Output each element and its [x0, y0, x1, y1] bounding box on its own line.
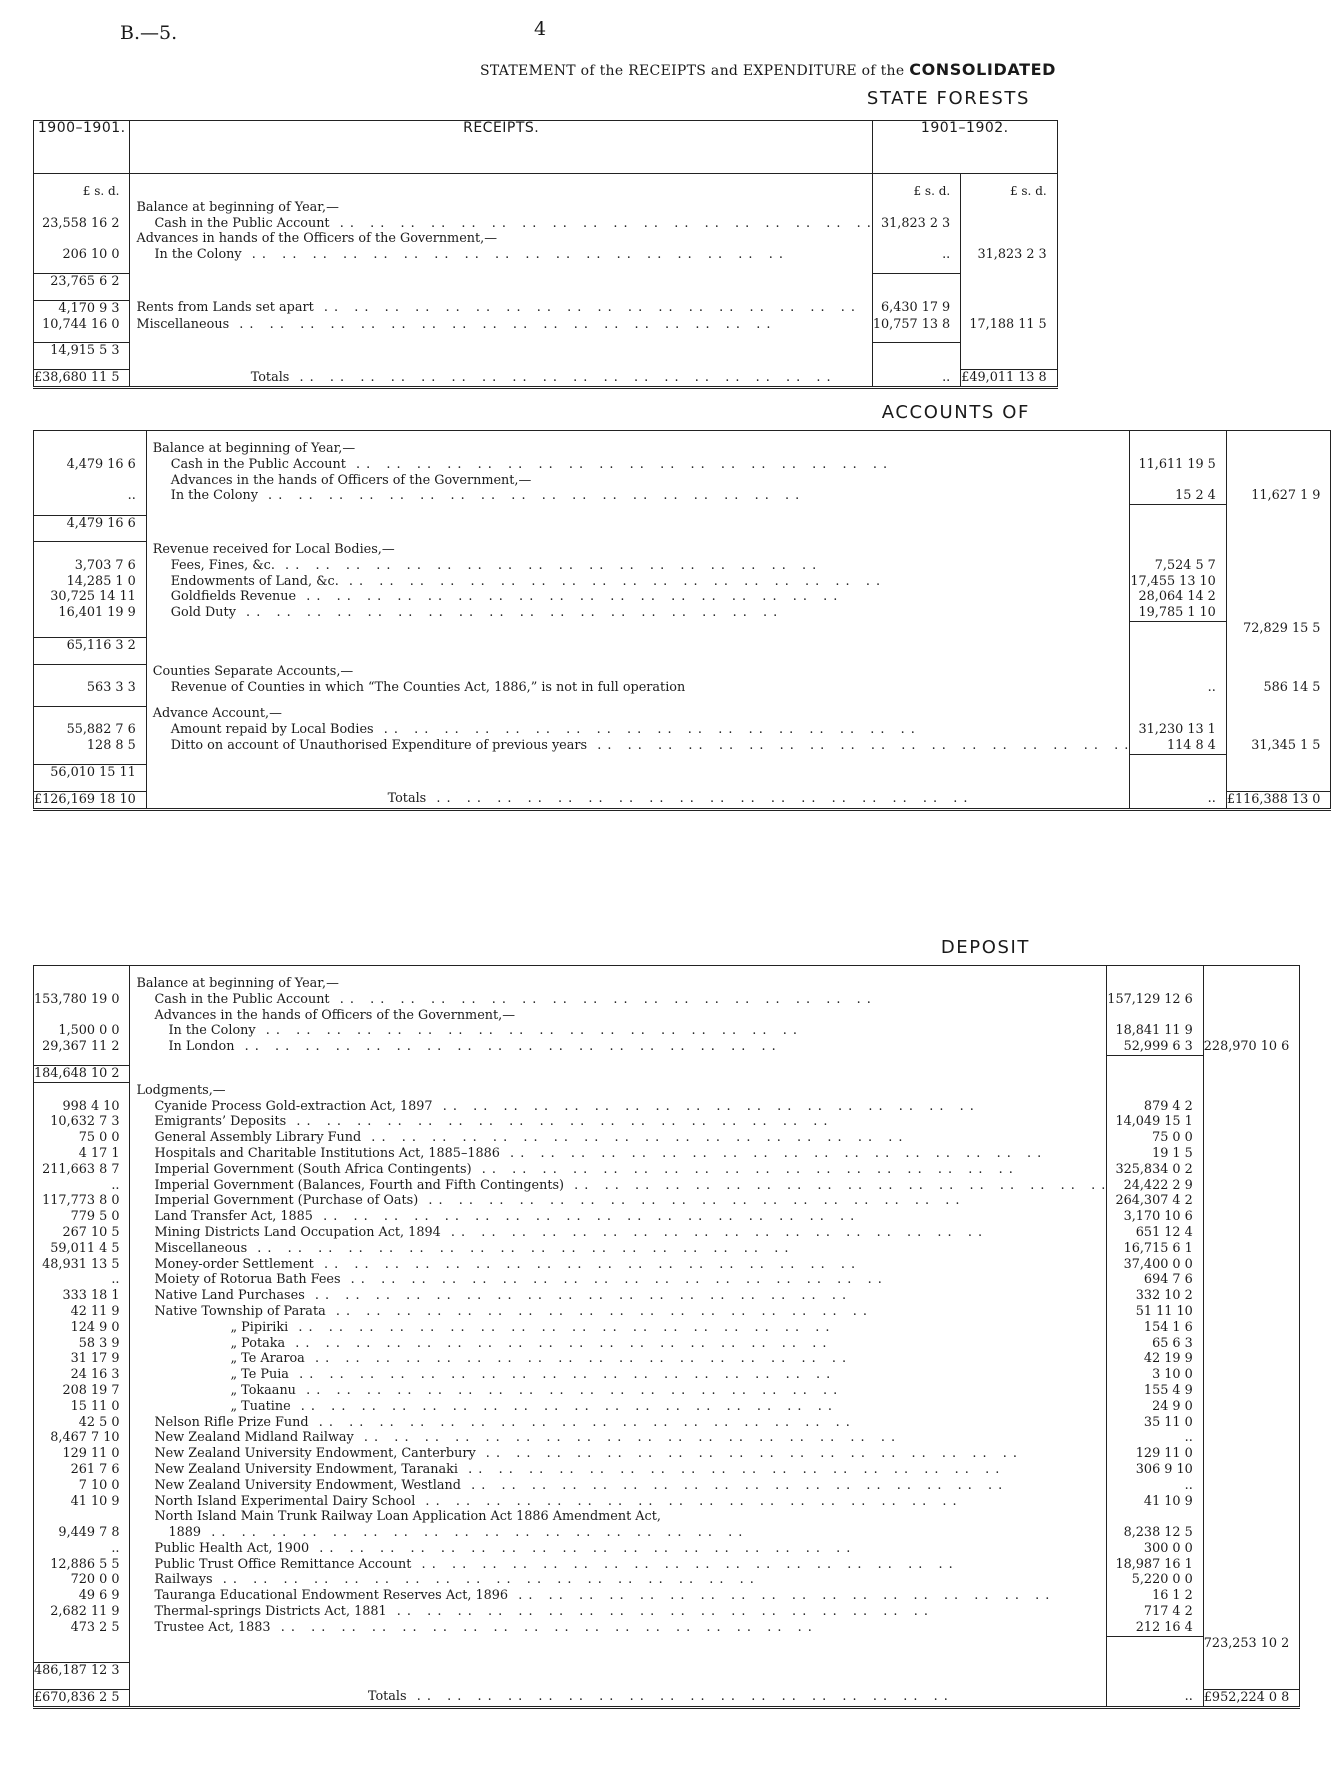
- table-row: [34, 722, 1331, 738]
- curr-value: 155 4 9: [1107, 1383, 1203, 1399]
- table-row: [34, 1272, 1300, 1288]
- curr-value: 3,170 10 6: [1107, 1209, 1203, 1225]
- prev-value: ..: [34, 1541, 130, 1557]
- prev-value: 48,931 13 5: [34, 1257, 130, 1273]
- statement-title: [480, 60, 1056, 79]
- row-label: Cash in the Public Account . .: [154, 992, 871, 1007]
- curr-value: 42 19 9: [1107, 1351, 1203, 1367]
- curr-value: 11,611 19 5: [1130, 457, 1226, 473]
- curr-value: 15 2 4: [1130, 488, 1226, 504]
- prev-value: 55,882 7 6: [34, 722, 147, 738]
- prev-value: 75 0 0: [34, 1130, 130, 1146]
- row-label: Imperial Government (Balances, Fourth and Fifth Contingents) . .: [154, 1178, 1106, 1193]
- table-row: [34, 1257, 1300, 1273]
- table-row: [34, 1430, 1300, 1446]
- section-total: 31,823 2 3: [961, 247, 1057, 263]
- table-row: [34, 1130, 1300, 1146]
- prev-value: 49 6 9: [34, 1588, 130, 1604]
- curr-value: 52,999 6 3: [1107, 1039, 1203, 1055]
- row-label: Trustee Act, 1883 . .: [154, 1620, 812, 1635]
- table-row: [34, 1320, 1300, 1336]
- prev-value: 15 11 0: [34, 1399, 130, 1415]
- row-label: „ Tokaanu . .: [230, 1383, 838, 1398]
- table-row: [34, 1193, 1300, 1209]
- row-label: Cash in the Public Account . .: [154, 216, 871, 231]
- curr-value: ..: [872, 247, 960, 263]
- report-reference: B.—5.: [120, 22, 178, 44]
- prev-value: 998 4 10: [34, 1099, 130, 1115]
- row-label: Revenue received for Local Bodies,—: [146, 542, 1130, 558]
- section-total: 11,627 1 9: [1226, 488, 1331, 504]
- table-row: [34, 1572, 1300, 1588]
- accounts-table: [33, 430, 1331, 811]
- table-row: [34, 317, 1058, 333]
- table-row: [34, 1039, 1300, 1055]
- section-heading: DEPOSIT: [940, 937, 1030, 958]
- prev-value: ..: [34, 1178, 130, 1194]
- table-row: [34, 558, 1331, 574]
- totals-prev: £126,169 18 10: [34, 791, 147, 809]
- curr-value: 332 10 2: [1107, 1288, 1203, 1304]
- table-row: [34, 680, 1331, 696]
- prev-value: ..: [34, 488, 147, 504]
- prev-value: 9,449 7 8: [34, 1525, 130, 1541]
- prev-value: 8,467 7 10: [34, 1430, 130, 1446]
- row-label: Nelson Rifle Prize Fund . .: [154, 1415, 850, 1430]
- lsd-header: £ s. d.: [34, 184, 130, 200]
- curr-value: 28,064 14 2: [1130, 589, 1226, 605]
- curr-value: 306 9 10: [1107, 1462, 1203, 1478]
- row-label: „ Te Puia . .: [230, 1367, 831, 1382]
- subtotal-value: 23,765 6 2: [34, 273, 130, 289]
- curr-value: ..: [1130, 680, 1226, 696]
- totals-curr: £49,011 13 8: [961, 370, 1057, 388]
- row-label: Hospitals and Charitable Institutions Act, 1885–1886 . .: [154, 1146, 1042, 1161]
- prev-value: 779 5 0: [34, 1209, 130, 1225]
- table-row: [34, 1304, 1300, 1320]
- curr-value: 157,129 12 6: [1107, 992, 1203, 1008]
- totals-row: [34, 370, 1058, 388]
- prev-value: 10,744 16 0: [34, 317, 130, 333]
- table-row: [34, 1588, 1300, 1604]
- table-row: [34, 605, 1331, 621]
- subtotal-value: 486,187 12 3: [34, 1662, 130, 1678]
- row-label: Mining Districts Land Occupation Act, 1894 . .: [154, 1225, 983, 1240]
- curr-value: 651 12 4: [1107, 1225, 1203, 1241]
- curr-value: 129 11 0: [1107, 1446, 1203, 1462]
- table-row: [34, 1446, 1300, 1462]
- curr-value: 5,220 0 0: [1107, 1572, 1203, 1588]
- totals-prev: £38,680 11 5: [34, 370, 130, 388]
- curr-value: 10,757 13 8: [872, 317, 960, 333]
- curr-value: 114 8 4: [1130, 738, 1226, 754]
- subtotal-value: 4,479 16 6: [34, 515, 147, 531]
- prev-value: 206 10 0: [34, 247, 130, 263]
- row-label: Rents from Lands set apart . .: [136, 300, 856, 315]
- table-row: [34, 247, 1058, 263]
- curr-value: 31,823 2 3: [872, 216, 960, 232]
- prev-value: 267 10 5: [34, 1225, 130, 1241]
- curr-value: 14,049 15 1: [1107, 1114, 1203, 1130]
- row-label: Cash in the Public Account . .: [171, 457, 888, 472]
- row-label: Imperial Government (South Africa Contingents) . .: [154, 1162, 1013, 1177]
- table-row: [34, 1494, 1300, 1510]
- curr-value: 31,230 13 1: [1130, 722, 1226, 738]
- table-row: [34, 300, 1058, 316]
- row-label: Fees, Fines, &c. . .: [171, 558, 817, 573]
- prev-value: 29,367 11 2: [34, 1039, 130, 1055]
- curr-year-header: 1901–1902.: [872, 121, 1057, 174]
- curr-value: 3 10 0: [1107, 1367, 1203, 1383]
- row-label: Money-order Settlement . .: [154, 1257, 856, 1272]
- row-label: Lodgments,—: [130, 1083, 1107, 1099]
- row-label: Tauranga Educational Endowment Reserves Act, 1896 . .: [154, 1588, 1050, 1603]
- totals-label: Totals . .: [251, 370, 832, 385]
- curr-value: 37,400 0 0: [1107, 1257, 1203, 1273]
- prev-value: [34, 1509, 130, 1525]
- row-label: New Zealand University Endowment, Taranaki . .: [154, 1462, 1000, 1477]
- row-label: Balance at beginning of Year,—: [130, 200, 872, 216]
- curr-value: 51 11 10: [1107, 1304, 1203, 1320]
- prev-value: 129 11 0: [34, 1446, 130, 1462]
- prev-value: 211,663 8 7: [34, 1162, 130, 1178]
- table-row: [34, 589, 1331, 605]
- row-label: New Zealand University Endowment, Westland . .: [154, 1478, 1003, 1493]
- row-label: New Zealand Midland Railway . .: [154, 1430, 896, 1445]
- row-label: Native Land Purchases . .: [154, 1288, 847, 1303]
- table-row: [34, 488, 1331, 504]
- table-row: [34, 1604, 1300, 1620]
- curr-value: 65 6 3: [1107, 1336, 1203, 1352]
- prev-value: 10,632 7 3: [34, 1114, 130, 1130]
- table-row: [34, 1114, 1300, 1130]
- prev-value: 4,170 9 3: [34, 300, 130, 316]
- totals-label: Totals . .: [368, 1689, 949, 1704]
- prev-value: 473 2 5: [34, 1620, 130, 1636]
- row-label: „ Pipiriki . .: [230, 1320, 830, 1335]
- row-label: Public Trust Office Remittance Account . .: [154, 1557, 953, 1572]
- curr-value: 264,307 4 2: [1107, 1193, 1203, 1209]
- curr-value: 19,785 1 10: [1130, 605, 1226, 621]
- row-label: In London . .: [168, 1039, 776, 1054]
- subtotal-value: 56,010 15 11: [34, 765, 147, 781]
- row-label: Revenue of Counties in which “The Counties Act, 1886,” is not in full operation: [146, 680, 1130, 696]
- prev-value: 128 8 5: [34, 738, 147, 754]
- totals-row: [34, 1689, 1300, 1707]
- table-row: [34, 1351, 1300, 1367]
- totals-mid: ..: [872, 370, 960, 388]
- row-label: In the Colony . .: [154, 247, 783, 262]
- curr-value: 18,841 11 9: [1107, 1023, 1203, 1039]
- row-label: „ Tuatine . .: [230, 1399, 832, 1414]
- curr-value: 17,455 13 10: [1130, 574, 1226, 590]
- curr-value: 8,238 12 5: [1107, 1525, 1203, 1541]
- row-label: Goldfields Revenue . .: [171, 589, 839, 604]
- totals-curr: £952,224 0 8: [1203, 1689, 1299, 1707]
- table-row: [34, 1415, 1300, 1431]
- totals-row: [34, 791, 1331, 809]
- row-label: Advances in the hands of Officers of the Government,—: [146, 473, 1130, 489]
- statement-subtitle: STATE FORESTS: [866, 88, 1030, 109]
- prev-value: 42 5 0: [34, 1415, 130, 1431]
- curr-value: 717 4 2: [1107, 1604, 1203, 1620]
- prev-value: 23,558 16 2: [34, 216, 130, 232]
- curr-value: 16 1 2: [1107, 1588, 1203, 1604]
- prev-value: 14,285 1 0: [34, 574, 147, 590]
- prev-value: 58 3 9: [34, 1336, 130, 1352]
- row-label: Advances in hands of the Officers of the Government,—: [130, 231, 872, 247]
- subtotal-value: 14,915 5 3: [34, 343, 130, 359]
- row-label: „ Potaka . .: [230, 1336, 827, 1351]
- prev-value: 153,780 19 0: [34, 992, 130, 1008]
- prev-value: 124 9 0: [34, 1320, 130, 1336]
- prev-value: 59,011 4 5: [34, 1241, 130, 1257]
- table-row: [34, 1462, 1300, 1478]
- curr-value: 24,422 2 9: [1107, 1178, 1203, 1194]
- row-label: Imperial Government (Purchase of Oats) . .: [154, 1193, 960, 1208]
- curr-value: 75 0 0: [1107, 1130, 1203, 1146]
- table-row: [34, 1383, 1300, 1399]
- totals-prev: £670,836 2 5: [34, 1689, 130, 1707]
- table-row: [34, 216, 1058, 232]
- prev-value: 4,479 16 6: [34, 457, 147, 473]
- prev-value: 208 19 7: [34, 1383, 130, 1399]
- state-forests-table: [33, 120, 1058, 389]
- section-total: 228,970 10 6: [1203, 1039, 1299, 1055]
- row-label: North Island Main Trunk Railway Loan Application Act 1886 Amendment Act,: [154, 1509, 661, 1525]
- table-row: [34, 1509, 1300, 1525]
- prev-value: 42 11 9: [34, 1304, 130, 1320]
- prev-value: 2,682 11 9: [34, 1604, 130, 1620]
- table-row: [34, 992, 1300, 1008]
- receipts-header: RECEIPTS.: [130, 121, 872, 174]
- row-label: Advances in the hands of Officers of the Government,—: [130, 1008, 1107, 1024]
- prev-value: 1,500 0 0: [34, 1023, 130, 1039]
- row-label: Endowments of Land, &c. . .: [171, 574, 881, 589]
- prev-value: 41 10 9: [34, 1494, 130, 1510]
- prev-value: 4 17 1: [34, 1146, 130, 1162]
- prev-value: 30,725 14 11: [34, 589, 147, 605]
- table-row: [34, 1525, 1300, 1541]
- row-label: In the Colony . .: [168, 1023, 797, 1038]
- prev-value: 7 10 0: [34, 1478, 130, 1494]
- page-number: 4: [534, 18, 547, 40]
- row-label: Public Health Act, 1900 . .: [154, 1541, 851, 1556]
- prev-value: 24 16 3: [34, 1367, 130, 1383]
- table-row: [34, 1478, 1300, 1494]
- row-label: Miscellaneous . .: [154, 1241, 789, 1256]
- table-row: [34, 1336, 1300, 1352]
- table-row: [34, 1367, 1300, 1383]
- title-prefix: STATEMENT of the RECEIPTS and EXPENDITURE of the: [480, 63, 905, 79]
- subtotal-value: 184,648 10 2: [34, 1066, 130, 1083]
- prev-value: 333 18 1: [34, 1288, 130, 1304]
- totals-mid: ..: [1107, 1689, 1203, 1707]
- table-row: [34, 1225, 1300, 1241]
- curr-value: 212 16 4: [1107, 1620, 1203, 1636]
- prev-value: 16,401 19 9: [34, 605, 147, 621]
- row-label: Thermal-springs Districts Act, 1881 . .: [154, 1604, 928, 1619]
- row-label: Gold Duty . .: [171, 605, 778, 620]
- table-row: [34, 1288, 1300, 1304]
- curr-value: 154 1 6: [1107, 1320, 1203, 1336]
- curr-value: 325,834 0 2: [1107, 1162, 1203, 1178]
- row-label: Ditto on account of Unauthorised Expenditure of previous years . .: [171, 738, 1130, 753]
- table-row: [34, 1557, 1300, 1573]
- column-header-row: [34, 121, 1058, 174]
- curr-value: 16,715 6 1: [1107, 1241, 1203, 1257]
- table-row: [34, 574, 1331, 590]
- table-row: [34, 457, 1331, 473]
- curr-value: 19 1 5: [1107, 1146, 1203, 1162]
- row-label: General Assembly Library Fund . .: [154, 1130, 903, 1145]
- row-label: Emigrants’ Deposits . .: [154, 1114, 828, 1129]
- row-label: Cyanide Process Gold-extraction Act, 1897 . .: [154, 1099, 974, 1114]
- curr-value: 879 4 2: [1107, 1099, 1203, 1115]
- table-row: [34, 1241, 1300, 1257]
- row-label: Moiety of Rotorua Bath Fees . .: [154, 1272, 882, 1287]
- totals-label: Totals . .: [388, 791, 969, 806]
- row-label: New Zealand University Endowment, Canterbury . .: [154, 1446, 1017, 1461]
- curr-value: 35 11 0: [1107, 1415, 1203, 1431]
- curr-value: [1107, 1509, 1203, 1525]
- table-row: [34, 1099, 1300, 1115]
- prev-value: 261 7 6: [34, 1462, 130, 1478]
- curr-value: 300 0 0: [1107, 1541, 1203, 1557]
- prev-value: 563 3 3: [34, 680, 147, 696]
- row-label: Amount repaid by Local Bodies . .: [171, 722, 916, 737]
- section-total: 723,253 10 2: [1203, 1636, 1299, 1652]
- table-row: [34, 1146, 1300, 1162]
- row-label: Balance at beginning of Year,—: [130, 976, 1107, 992]
- row-label: Native Township of Parata . .: [154, 1304, 868, 1319]
- row-label: Miscellaneous . .: [136, 317, 771, 332]
- table-row: [34, 1023, 1300, 1039]
- section-total: 31,345 1 5: [1226, 738, 1331, 754]
- row-label: Land Transfer Act, 1885 . .: [154, 1209, 855, 1224]
- table-row: [34, 1162, 1300, 1178]
- row-label: Counties Separate Accounts,—: [146, 664, 1130, 680]
- curr-value: 24 9 0: [1107, 1399, 1203, 1415]
- curr-value: ..: [1107, 1430, 1203, 1446]
- prev-value: 720 0 0: [34, 1572, 130, 1588]
- curr-value: 18,987 16 1: [1107, 1557, 1203, 1573]
- curr-value: 7,524 5 7: [1130, 558, 1226, 574]
- row-label: „ Te Araroa . .: [230, 1351, 847, 1366]
- totals-curr: £116,388 13 0: [1226, 791, 1331, 809]
- subtotal-value: 65,116 3 2: [34, 637, 147, 653]
- title-bold: CONSOLIDATED: [909, 60, 1056, 79]
- table-row: [34, 738, 1331, 754]
- table-row: [34, 1620, 1300, 1636]
- prev-value: 117,773 8 0: [34, 1193, 130, 1209]
- totals-mid: ..: [1130, 791, 1226, 809]
- curr-value: 6,430 17 9: [872, 300, 960, 316]
- row-label: Advance Account,—: [146, 706, 1130, 722]
- row-label: Railways . .: [154, 1572, 754, 1587]
- prev-value: 12,886 5 5: [34, 1557, 130, 1573]
- prev-value: 3,703 7 6: [34, 558, 147, 574]
- lsd-header: £ s. d.: [961, 184, 1057, 200]
- row-label: Balance at beginning of Year,—: [146, 441, 1130, 457]
- curr-value: 694 7 6: [1107, 1272, 1203, 1288]
- row-label: North Island Experimental Dairy School . .: [154, 1494, 957, 1509]
- prev-value: ..: [34, 1272, 130, 1288]
- curr-value: 41 10 9: [1107, 1494, 1203, 1510]
- section-total: 586 14 5: [1226, 680, 1331, 696]
- row-label: 1889 . .: [168, 1525, 743, 1540]
- section-heading: ACCOUNTS OF: [881, 402, 1030, 423]
- table-row: [34, 1178, 1300, 1194]
- row-label: In the Colony . .: [171, 488, 800, 503]
- table-row: [34, 1209, 1300, 1225]
- table-row: [34, 1399, 1300, 1415]
- lsd-header: £ s. d.: [872, 184, 960, 200]
- section-total: 17,188 11 5: [961, 317, 1057, 333]
- table-row: [34, 1541, 1300, 1557]
- prev-value: 31 17 9: [34, 1351, 130, 1367]
- curr-value: ..: [1107, 1478, 1203, 1494]
- deposit-table: [33, 965, 1300, 1709]
- prev-year-header: 1900–1901.: [34, 121, 130, 174]
- section-total: 72,829 15 5: [1226, 621, 1331, 637]
